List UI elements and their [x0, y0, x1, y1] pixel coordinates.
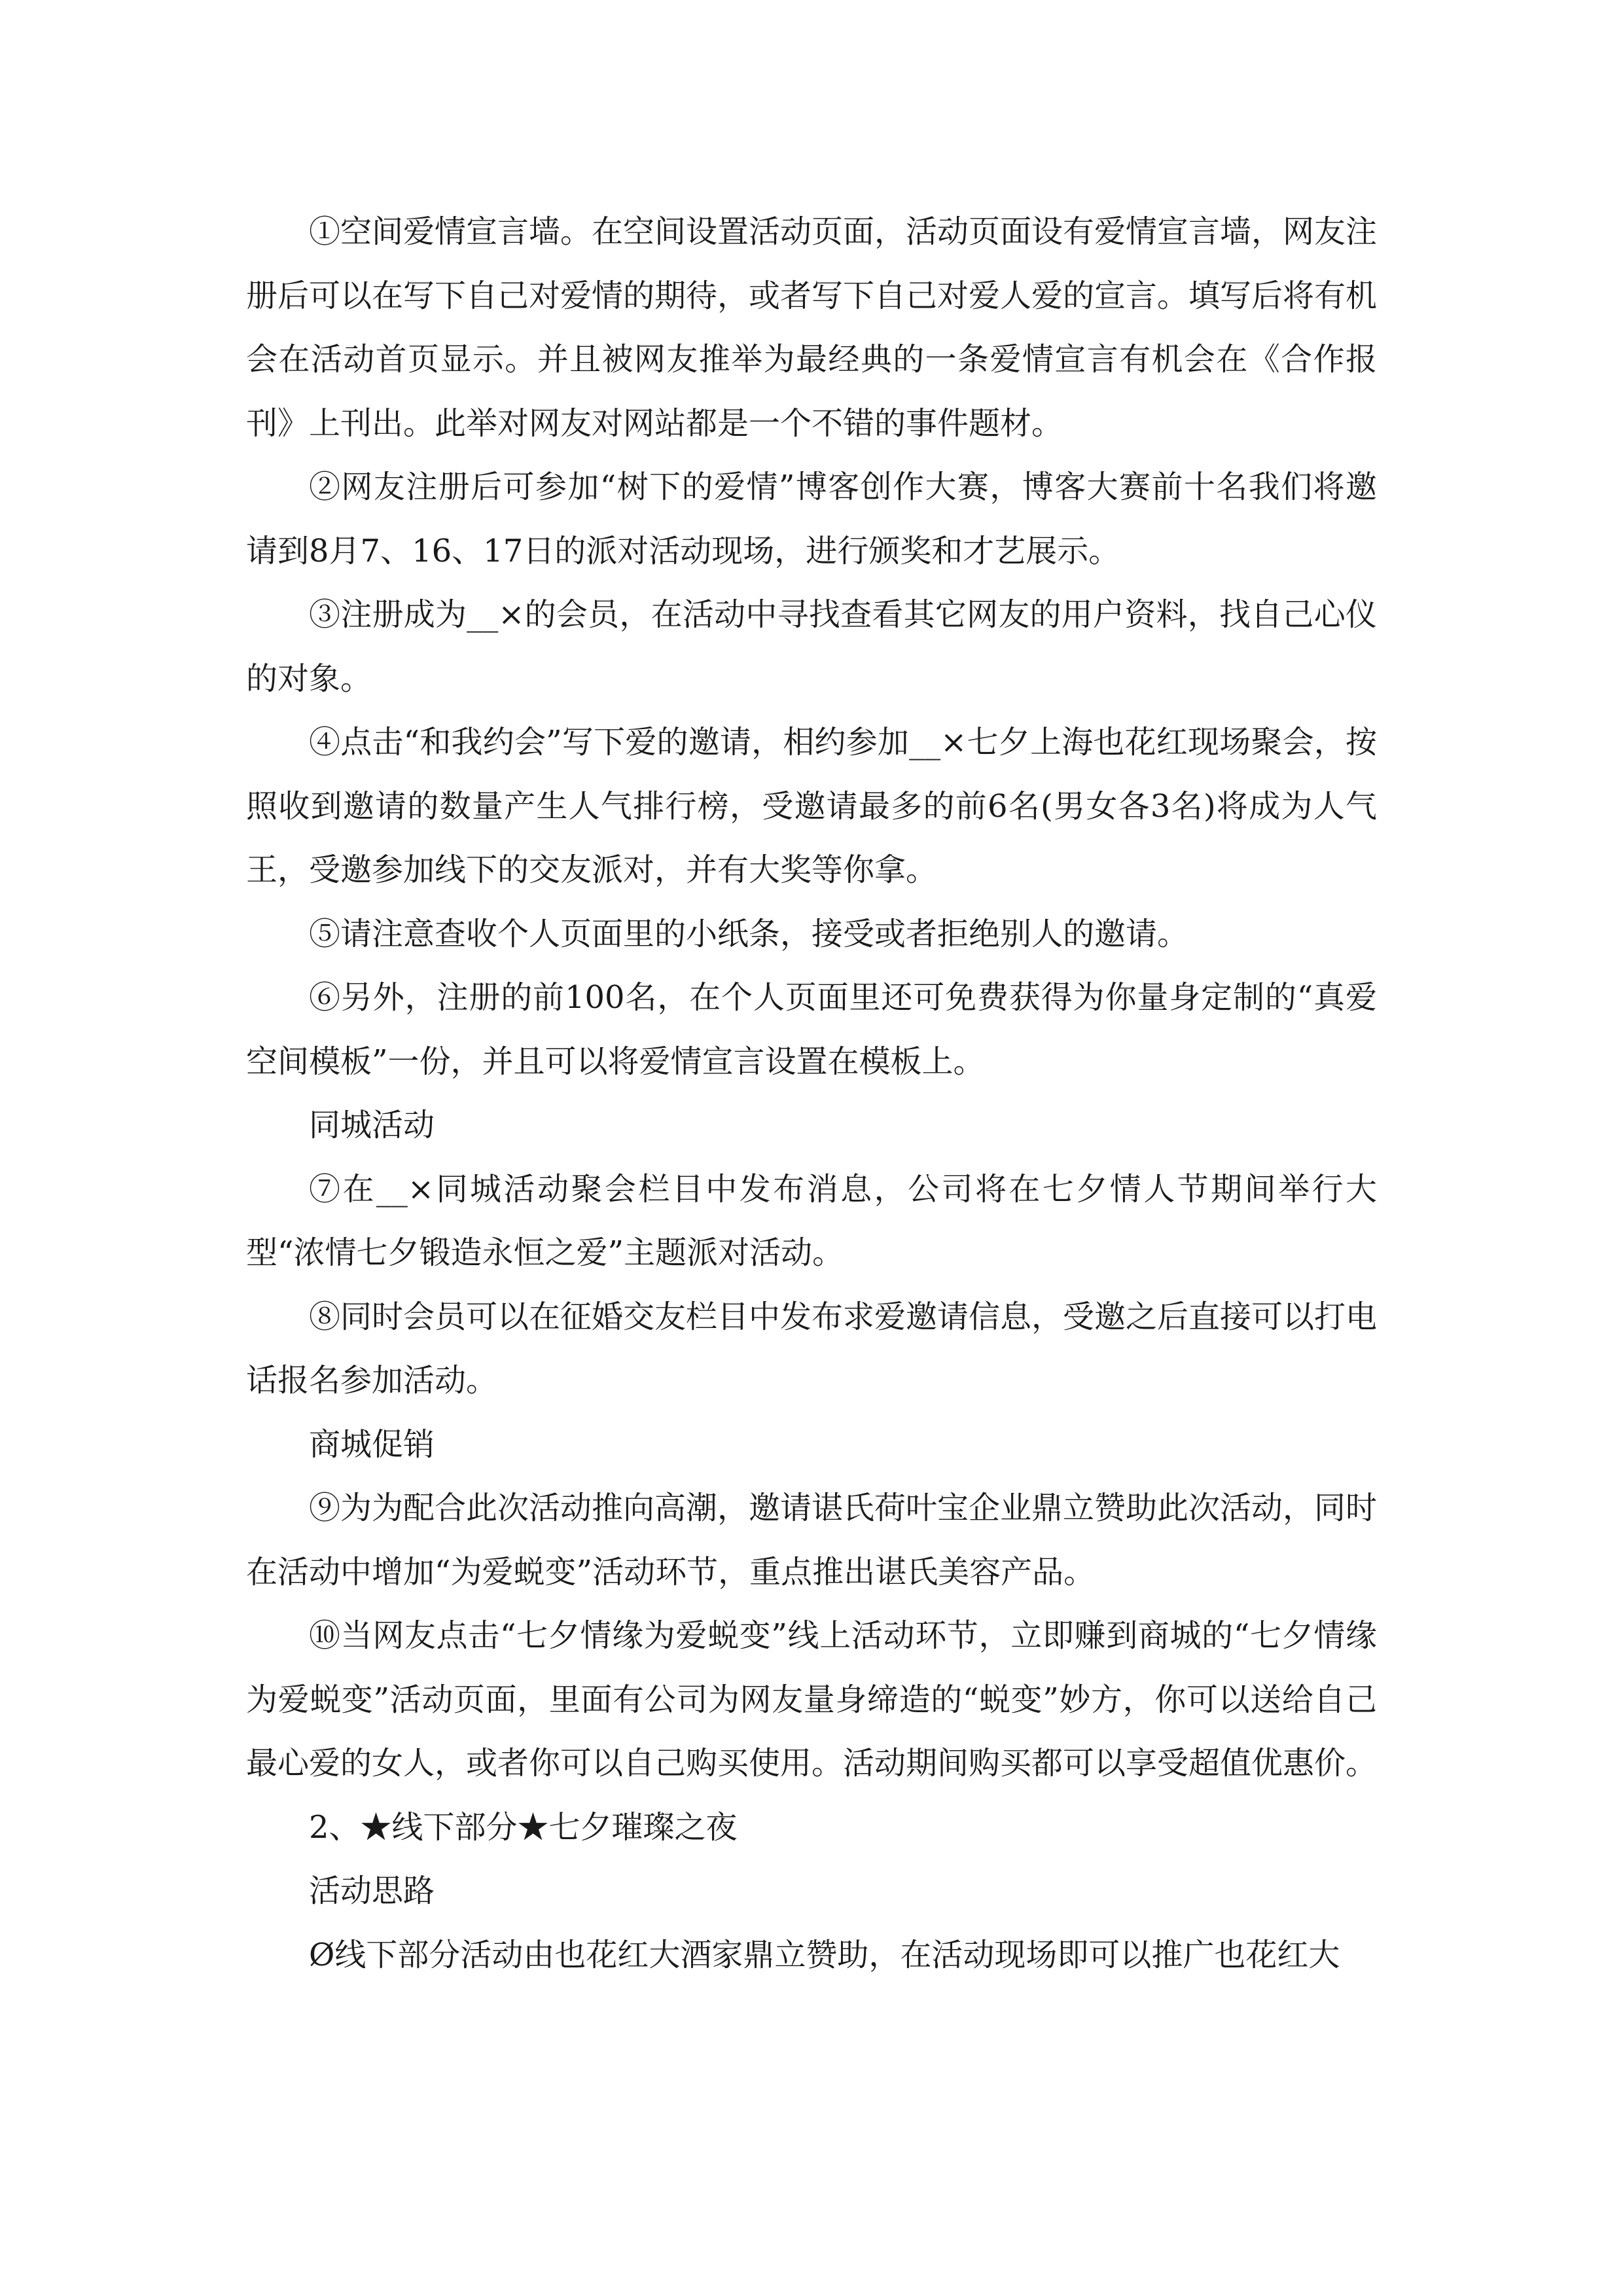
item-2-blog-contest: ②网友注册后可参加“树下的爱情”博客创作大赛，博客大赛前十名我们将邀请到8月7、16、17日的派对活动现场，进行颁奖和才艺展示。	[246, 469, 1377, 569]
item-9-sponsor: ⑨为为配合此次活动推向高潮，邀请谌氏荷叶宝企业鼎立赞助此次活动，同时在活动中增加“为爱蜕变”活动环节，重点推出谌氏美容产品。	[246, 1490, 1378, 1590]
heading-city-activities: 同城活动	[309, 1107, 435, 1143]
item-6-template: ⑥另外，注册的前100名，在个人页面里还可免费获得为你量身定制的“真爱空间模板”一份，并且可以将爱情宣言设置在模板上。	[246, 979, 1377, 1080]
item-10-transformation: ⑩当网友点击“七夕情缘为爱蜕变”线上活动环节，立即赚到商城的“七夕情缘为爱蜕变”活动页面，里面有公司为网友量身缔造的“蜕变”妙方，你可以送给自己最心爱的女人，或者你可以自己购买使用。活动期间购买都可以享受超值优惠价。	[246, 1617, 1378, 1782]
item-4-date-invitation: ④点击“和我约会”写下爱的邀请，相约参加__×七夕上海也花红现场聚会，按照收到邀请的数量产生人气排行榜，受邀请最多的前6名(男女各3名)将成为人气王，受邀参加线下的交友派对，并有大奖等你拿。	[246, 724, 1377, 888]
item-8-marriage-column: ⑧同时会员可以在征婚交友栏目中发布求爱邀请信息，受邀之后直接可以打电话报名参加活动。	[246, 1298, 1378, 1399]
item-3-member-search: ③注册成为__×的会员，在活动中寻找查看其它网友的用户资料，找自己心仪的对象。	[246, 596, 1377, 697]
item-5-notes: ⑤请注意查收个人页面里的小纸条，接受或者拒绝别人的邀请。	[309, 915, 1189, 952]
item-1-love-declaration-wall: ①空间爱情宣言墙。在空间设置活动页面，活动页面设有爱情宣言墙，网友注册后可以在写下自己对爱情的期待，或者写下自己对爱人爱的宣言。填写后将有机会在活动首页显示。并且被网友推举为最经典的一条爱情宣言有机会在《合作报刊》上刊出。此举对网友对网站都是一个不错的事件题材。	[246, 213, 1378, 442]
heading-mall-promotion: 商城促销	[309, 1426, 435, 1463]
item-7-city-party: ⑦在__×同城活动聚会栏目中发布消息，公司将在七夕情人节期间举行大型“浓情七夕锻造永恒之爱”主题派对活动。	[246, 1170, 1377, 1271]
heading-offline-part: 2、★线下部分★七夕璀璨之夜	[309, 1808, 738, 1846]
item-offline-sponsor: Ø线下部分活动由也花红大酒家鼎立赞助，在活动现场即可以推广也花红大	[309, 1936, 1340, 1973]
document-body	[246, 200, 1377, 1987]
heading-activity-idea: 活动思路	[309, 1873, 435, 1909]
